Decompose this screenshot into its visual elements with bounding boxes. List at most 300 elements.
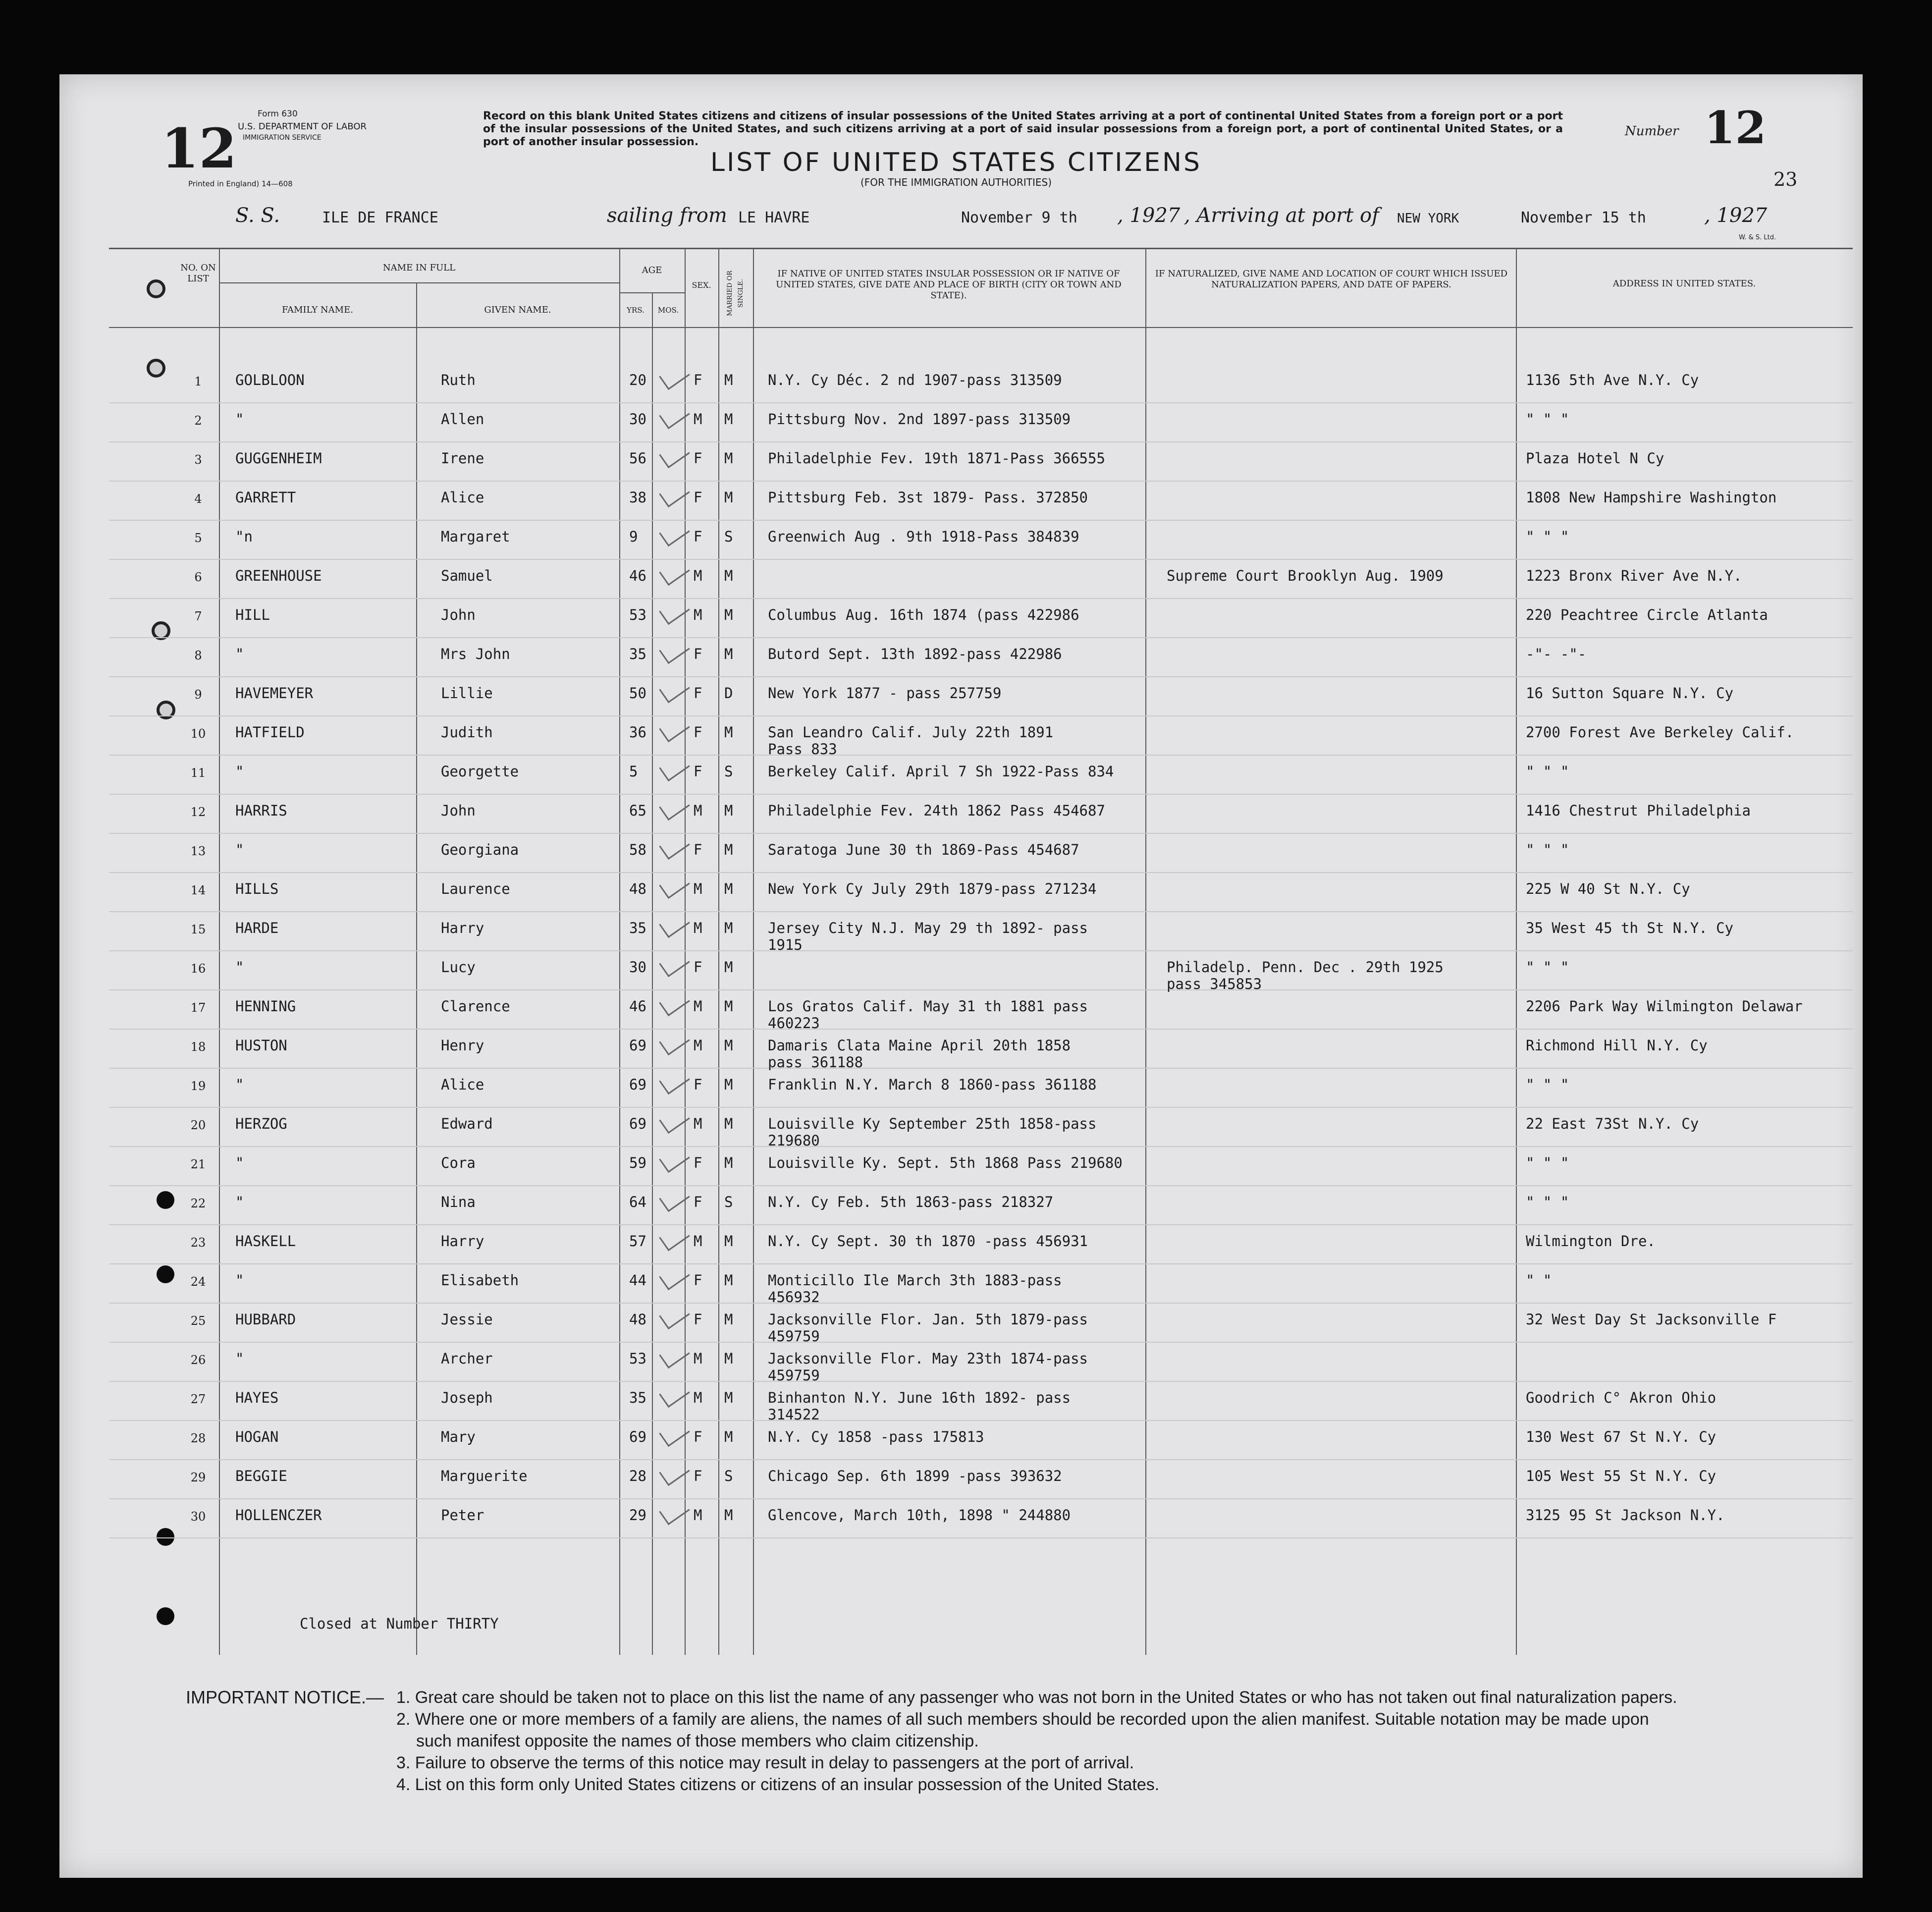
cell-family: HUSTON — [235, 1037, 287, 1054]
cell-sex: F — [694, 1428, 702, 1445]
row-rule — [109, 1224, 1853, 1225]
cell-birth-cont: 459759 — [768, 1328, 820, 1345]
cell-given: Alice — [441, 1076, 484, 1093]
punch-hole — [157, 1528, 174, 1546]
cell-age: 65 — [629, 802, 646, 819]
cell-addr: Richmond Hill N.Y. Cy — [1526, 1037, 1708, 1054]
row-rule — [109, 1029, 1853, 1030]
cell-sex: F — [694, 1076, 702, 1093]
cell-age: 53 — [629, 606, 646, 623]
cell-birth: Jacksonville Flor. May 23th 1874-pass — [768, 1350, 1088, 1367]
cell-ms: S — [724, 528, 733, 545]
cell-ms: M — [724, 920, 733, 936]
notice-label: IMPORTANT NOTICE.— — [186, 1687, 384, 1707]
cell-family: " — [235, 646, 244, 662]
cell-birth: N.Y. Cy 1858 -pass 175813 — [768, 1428, 984, 1445]
col-header-yrs: YRS. — [627, 306, 644, 315]
cell-ms: M — [724, 1076, 733, 1093]
col-header-naturalized: IF NATURALIZED, GIVE NAME AND LOCATION OF COURT WHICH ISSUED NATURALIZATION PAPERS, AND DATE OF PAPERS. — [1155, 269, 1508, 290]
row-rule — [109, 1459, 1853, 1460]
cell-family: " — [235, 1154, 244, 1171]
cell-sex: M — [694, 998, 702, 1015]
row-number: 19 — [190, 1079, 206, 1093]
cell-addr: 1223 Bronx River Ave N.Y. — [1526, 567, 1742, 584]
notice-item: 3. Failure to observe the terms of this notice may result in delay to passengers at the port of arrival. — [396, 1753, 1134, 1772]
cell-given: John — [441, 606, 476, 623]
departure-year: , 1927 — [1117, 204, 1181, 227]
cell-age: 69 — [629, 1037, 646, 1054]
notice-item: 2. Where one or more members of a family are aliens, the names of all such members should be recorded upon the alien manifest. Suitable notation may be made upon — [396, 1710, 1649, 1729]
cell-ms: M — [724, 372, 733, 388]
notice-items — [396, 1687, 1833, 1796]
cell-given: Henry — [441, 1037, 484, 1054]
cell-sex: M — [694, 1037, 702, 1054]
row-number: 23 — [190, 1236, 206, 1250]
col-header-mos: MOS. — [657, 306, 679, 315]
cell-addr: " " — [1526, 1272, 1552, 1289]
row-rule — [109, 1342, 1853, 1343]
row-rule — [109, 441, 1853, 442]
cell-addr: 32 West Day St Jacksonville F — [1526, 1311, 1777, 1328]
row-number: 28 — [190, 1431, 206, 1445]
cell-family: GARRETT — [235, 489, 296, 506]
cell-age: 36 — [629, 724, 646, 741]
cell-nat: Philadelp. Penn. Dec . 29th 1925 — [1167, 959, 1444, 976]
cell-birth: Greenwich Aug . 9th 1918-Pass 384839 — [768, 528, 1079, 545]
cell-birth: N.Y. Cy Sept. 30 th 1870 -pass 456931 — [768, 1233, 1088, 1250]
manifest-page — [59, 74, 1863, 1878]
row-rule — [109, 1498, 1853, 1499]
cell-family: HERZOG — [235, 1115, 287, 1132]
cell-given: Allen — [441, 411, 484, 428]
row-rule — [109, 833, 1853, 834]
cell-birth-cont: Pass 833 — [768, 741, 837, 758]
cell-sex: M — [694, 1115, 702, 1132]
cell-birth: Columbus Aug. 16th 1874 (pass 422986 — [768, 606, 1079, 623]
row-rule — [109, 1303, 1853, 1304]
column-rule — [718, 248, 719, 1655]
ss-label: S. S. — [235, 204, 280, 227]
cell-family: " — [235, 1076, 244, 1093]
cell-given: Samuel — [441, 567, 493, 584]
row-rule — [109, 1146, 1853, 1147]
cell-ms: M — [724, 567, 733, 584]
punch-hole — [157, 701, 175, 719]
cell-sex: F — [694, 841, 702, 858]
cell-ms: M — [724, 841, 733, 858]
cell-birth: San Leandro Calif. July 22th 1891 — [768, 724, 1054, 741]
cell-birth-cont: 1915 — [768, 936, 803, 953]
cell-given: Mary — [441, 1428, 476, 1445]
cell-ms: M — [724, 1154, 733, 1171]
row-rule — [109, 1420, 1853, 1421]
cell-ms: M — [724, 1350, 733, 1367]
row-rule — [109, 872, 1853, 873]
cell-given: Lucy — [441, 959, 476, 976]
cell-family: HOGAN — [235, 1428, 279, 1445]
cell-sex: F — [694, 685, 702, 702]
cell-addr: 2700 Forest Ave Berkeley Calif. — [1526, 724, 1794, 741]
cell-given: Clarence — [441, 998, 510, 1015]
cell-addr: " " " — [1526, 528, 1569, 545]
cell-family: "n — [235, 528, 253, 545]
cell-ms: M — [724, 1272, 733, 1289]
cell-sex: M — [694, 411, 702, 428]
cell-age: 69 — [629, 1428, 646, 1445]
row-number: 14 — [190, 883, 206, 897]
cell-family: HASKELL — [235, 1233, 296, 1250]
row-number: 20 — [190, 1118, 206, 1132]
cell-age: 46 — [629, 998, 646, 1015]
column-rule — [219, 248, 220, 1655]
cell-sex: M — [694, 1350, 702, 1367]
cell-given: Ruth — [441, 372, 476, 388]
number-label: Number — [1625, 124, 1679, 139]
cell-birth: Jacksonville Flor. Jan. 5th 1879-pass — [768, 1311, 1088, 1328]
cell-family: HOLLENCZER — [235, 1507, 322, 1524]
row-rule — [109, 1263, 1853, 1264]
cell-ms: M — [724, 1428, 733, 1445]
cell-age: 30 — [629, 411, 646, 428]
cell-age: 69 — [629, 1115, 646, 1132]
cell-given: Laurence — [441, 880, 510, 897]
cell-addr: 105 West 55 St N.Y. Cy — [1526, 1468, 1717, 1484]
cell-family: " — [235, 763, 244, 780]
row-number: 16 — [190, 962, 206, 976]
page-number-left: 12 — [161, 116, 237, 180]
row-rule — [109, 950, 1853, 951]
sailing-label: sailing from — [607, 204, 727, 227]
row-number: 17 — [190, 1001, 206, 1015]
row-number: 24 — [190, 1275, 206, 1289]
row-number: 18 — [190, 1040, 206, 1054]
cell-sex: F — [694, 450, 702, 467]
column-rule — [1145, 248, 1146, 1655]
row-rule — [109, 911, 1853, 912]
cell-birth-cont: 314522 — [768, 1406, 820, 1423]
cell-given: John — [441, 802, 476, 819]
cell-given: Jessie — [441, 1311, 493, 1328]
arrival-year: , 1927 — [1704, 204, 1768, 227]
cell-sex: M — [694, 567, 702, 584]
table-top-rule — [109, 248, 1853, 249]
row-number: 15 — [190, 923, 206, 936]
row-number: 12 — [190, 805, 206, 819]
cell-birth-cont: 219680 — [768, 1132, 820, 1149]
cell-age: 46 — [629, 567, 646, 584]
row-rule — [109, 1107, 1853, 1108]
cell-family: HAVEMEYER — [235, 685, 314, 702]
cell-addr: 225 W 40 St N.Y. Cy — [1526, 880, 1690, 897]
cell-sex: M — [694, 1389, 702, 1406]
row-rule — [109, 1381, 1853, 1382]
cell-addr: 1808 New Hampshire Washington — [1526, 489, 1777, 506]
cell-given: Elisabeth — [441, 1272, 519, 1289]
cell-ms: M — [724, 998, 733, 1015]
cell-given: Lillie — [441, 685, 493, 702]
row-rule — [109, 676, 1853, 677]
cell-birth-cont: pass 361188 — [768, 1054, 863, 1071]
row-number: 2 — [194, 414, 202, 428]
cell-birth: Louisville Ky. Sept. 5th 1868 Pass 219680 — [768, 1154, 1123, 1171]
column-rule — [1516, 248, 1517, 1655]
cell-given: Harry — [441, 920, 484, 936]
col-header-name: NAME IN FULL — [382, 263, 456, 273]
cell-family: HUBBARD — [235, 1311, 296, 1328]
cell-family: " — [235, 1194, 244, 1210]
cell-age: 35 — [629, 646, 646, 662]
cell-addr: 3125 95 St Jackson N.Y. — [1526, 1507, 1725, 1524]
departure-date: November 9 th — [961, 209, 1077, 226]
cell-sex: F — [694, 489, 702, 506]
cell-given: Edward — [441, 1115, 493, 1132]
cell-birth: Binhanton N.Y. June 16th 1892- pass — [768, 1389, 1071, 1406]
row-rule — [109, 402, 1853, 403]
cell-sex: M — [694, 880, 702, 897]
column-rule — [753, 248, 754, 1655]
cell-sex: F — [694, 528, 702, 545]
cell-family: HARRIS — [235, 802, 287, 819]
cell-birth: Monticillo Ile March 3th 1883-pass — [768, 1272, 1062, 1289]
row-number: 11 — [190, 766, 206, 780]
row-number: 8 — [194, 649, 202, 662]
row-number: 3 — [194, 453, 202, 467]
cell-addr: 1136 5th Ave N.Y. Cy — [1526, 372, 1699, 388]
arrival-date: November 15 th — [1521, 209, 1646, 226]
cell-age: 48 — [629, 1311, 646, 1328]
cell-age: 35 — [629, 920, 646, 936]
notice-item: such manifest opposite the names of those members who claim citizenship. — [416, 1732, 979, 1750]
cell-ms: M — [724, 880, 733, 897]
cell-birth-cont: 460223 — [768, 1015, 820, 1032]
cell-addr: 2206 Park Way Wilmington Delawar — [1526, 998, 1803, 1015]
punch-hole — [157, 1265, 174, 1283]
header-bottom-rule — [109, 327, 1853, 328]
cell-age: 30 — [629, 959, 646, 976]
cell-birth: Louisville Ky September 25th 1858-pass — [768, 1115, 1097, 1132]
row-number: 7 — [194, 609, 202, 623]
row-number: 10 — [190, 727, 206, 741]
cell-sex: F — [694, 724, 702, 741]
cell-sex: M — [694, 802, 702, 819]
col-header-age: AGE — [642, 265, 662, 275]
col-header-sex: SEX. — [692, 280, 711, 290]
page-subtitle: (FOR THE IMMIGRATION AUTHORITIES) — [860, 176, 1052, 188]
cell-birth-cont: 456932 — [768, 1289, 820, 1306]
row-number: 1 — [194, 375, 202, 388]
cell-age: 53 — [629, 1350, 646, 1367]
cell-birth: Jersey City N.J. May 29 th 1892- pass — [768, 920, 1088, 936]
column-rule — [652, 292, 653, 1655]
cell-addr: 1416 Chestrut Philadelphia — [1526, 802, 1751, 819]
cell-given: Archer — [441, 1350, 493, 1367]
cell-sex: F — [694, 646, 702, 662]
cell-sex: F — [694, 372, 702, 388]
cell-age: 48 — [629, 880, 646, 897]
col-header-address: ADDRESS IN UNITED STATES. — [1612, 278, 1756, 289]
instruction-text: Record on this blank United States citizens and citizens of insular possessions of the United States arriving at a port of continental United States from a foreign port or a port of the insular possessions of the United States, and such citizens arriving at a port of said insular possessions from a foreign port, a port of continental United States, or a port of another insular possession. — [483, 110, 1563, 148]
cell-family: HAYES — [235, 1389, 279, 1406]
cell-age: 28 — [629, 1468, 646, 1484]
cell-ms: M — [724, 646, 733, 662]
cell-ms: M — [724, 724, 733, 741]
cell-birth: Philadelphie Fev. 24th 1862 Pass 454687 — [768, 802, 1105, 819]
cell-given: Georgiana — [441, 841, 519, 858]
row-rule — [109, 755, 1853, 756]
cell-family: HILLS — [235, 880, 279, 897]
cell-ms: M — [724, 802, 733, 819]
cell-family: GOLBLOON — [235, 372, 305, 388]
cell-birth: Los Gratos Calif. May 31 th 1881 pass — [768, 998, 1088, 1015]
cell-nat-cont: pass 345853 — [1167, 976, 1262, 992]
cell-age: 50 — [629, 685, 646, 702]
row-rule — [109, 1185, 1853, 1186]
cell-sex: M — [694, 920, 702, 936]
notice-item: 4. List on this form only United States citizens or citizens of an insular possession of the United States. — [396, 1775, 1160, 1794]
cell-ms: M — [724, 1115, 733, 1132]
cell-birth: Chicago Sep. 6th 1899 -pass 393632 — [768, 1468, 1062, 1484]
column-rule — [619, 248, 620, 1655]
cell-addr: " " " — [1526, 841, 1569, 858]
cell-given: Alice — [441, 489, 484, 506]
cell-ms: M — [724, 1507, 733, 1524]
cell-family: BEGGIE — [235, 1468, 287, 1484]
cell-birth: Berkeley Calif. April 7 Sh 1922-Pass 834 — [768, 763, 1114, 780]
number-value: 12 — [1704, 102, 1767, 154]
cell-birth: New York Cy July 29th 1879-pass 271234 — [768, 880, 1097, 897]
cell-age: 59 — [629, 1154, 646, 1171]
cell-age: 44 — [629, 1272, 646, 1289]
cell-birth: Saratoga June 30 th 1869-Pass 454687 — [768, 841, 1079, 858]
cell-sex: F — [694, 959, 702, 976]
cell-given: Marguerite — [441, 1468, 528, 1484]
row-rule — [109, 637, 1853, 638]
page-title: LIST OF UNITED STATES CITIZENS — [710, 148, 1202, 177]
row-number: 30 — [190, 1510, 206, 1524]
cell-given: Judith — [441, 724, 493, 741]
page-number-right: 23 — [1773, 168, 1798, 190]
cell-ms: M — [724, 606, 733, 623]
punch-hole — [157, 1607, 174, 1625]
form-number: Form 630 — [258, 109, 298, 119]
cell-birth: Philadelphie Fev. 19th 1871-Pass 366555 — [768, 450, 1105, 467]
cell-sex: F — [694, 1311, 702, 1328]
punch-hole — [147, 359, 165, 378]
cell-birth: Pittsburg Feb. 3st 1879- Pass. 372850 — [768, 489, 1088, 506]
cell-family: HARDE — [235, 920, 279, 936]
cell-birth: Damaris Clata Maine April 20th 1858 — [768, 1037, 1071, 1054]
row-number: 22 — [190, 1197, 206, 1210]
cell-ms: M — [724, 959, 733, 976]
cell-ms: D — [724, 685, 733, 702]
cell-age: 29 — [629, 1507, 646, 1524]
cell-family: " — [235, 841, 244, 858]
cell-ms: M — [724, 1233, 733, 1250]
cell-sex: F — [694, 1194, 702, 1210]
cell-age: 38 — [629, 489, 646, 506]
column-rule — [685, 248, 686, 1655]
cell-birth: Franklin N.Y. March 8 1860-pass 361188 — [768, 1076, 1097, 1093]
department: U.S. DEPARTMENT OF LABOR — [238, 121, 367, 132]
cell-addr: 130 West 67 St N.Y. Cy — [1526, 1428, 1717, 1445]
cell-age: 58 — [629, 841, 646, 858]
service: IMMIGRATION SERVICE — [243, 134, 322, 142]
cell-birth: New York 1877 - pass 257759 — [768, 685, 1002, 702]
cell-addr: " " " — [1526, 1076, 1569, 1093]
printed-note: Printed in England) 14—608 — [188, 179, 293, 188]
cell-addr: 35 West 45 th St N.Y. Cy — [1526, 920, 1734, 936]
cell-given: Margaret — [441, 528, 510, 545]
row-rule — [109, 559, 1853, 560]
ship-name: ILE DE FRANCE — [322, 209, 438, 226]
row-number: 26 — [190, 1353, 206, 1367]
cell-age: 9 — [629, 528, 638, 545]
cell-addr: Wilmington Dre. — [1526, 1233, 1656, 1250]
cell-age: 20 — [629, 372, 646, 388]
cell-given: Cora — [441, 1154, 476, 1171]
cell-sex: F — [694, 763, 702, 780]
cell-ms: M — [724, 489, 733, 506]
cell-age: 69 — [629, 1076, 646, 1093]
cell-given: Nina — [441, 1194, 476, 1210]
cell-given: Mrs John — [441, 646, 510, 662]
row-number: 6 — [194, 570, 202, 584]
cell-family: HILL — [235, 606, 270, 623]
cell-given: Peter — [441, 1507, 484, 1524]
column-rule — [416, 282, 417, 1655]
notice-item: 1. Great care should be taken not to place on this list the name of any passenger who was not born in the United States or who has not taken out final naturalization papers. — [396, 1688, 1677, 1707]
row-rule — [109, 598, 1853, 599]
cell-birth: N.Y. Cy Déc. 2 nd 1907-pass 313509 — [768, 372, 1062, 388]
cell-sex: M — [694, 1507, 702, 1524]
cell-sex: F — [694, 1154, 702, 1171]
cell-addr: " " " — [1526, 1194, 1569, 1210]
cell-ms: S — [724, 1468, 733, 1484]
cell-family: " — [235, 959, 244, 976]
cell-birth: N.Y. Cy Feb. 5th 1863-pass 218327 — [768, 1194, 1054, 1210]
cell-addr: " " " — [1526, 411, 1569, 428]
cell-age: 64 — [629, 1194, 646, 1210]
cell-sex: M — [694, 1233, 702, 1250]
cell-given: Irene — [441, 450, 484, 467]
cell-addr: " " " — [1526, 1154, 1569, 1171]
cell-family: " — [235, 411, 244, 428]
cell-nat: Supreme Court Brooklyn Aug. 1909 — [1167, 567, 1444, 584]
row-number: 5 — [194, 531, 202, 545]
arriving-label: , Arriving at port of — [1184, 204, 1379, 227]
row-number: 25 — [190, 1314, 206, 1328]
row-number: 13 — [190, 844, 206, 858]
cell-addr: " " " — [1526, 959, 1569, 976]
row-number: 9 — [194, 688, 202, 702]
name-header-rule — [219, 282, 619, 283]
row-rule — [109, 481, 1853, 482]
row-number: 27 — [190, 1392, 206, 1406]
cell-given: Joseph — [441, 1389, 493, 1406]
cell-birth: Pittsburg Nov. 2nd 1897-pass 313509 — [768, 411, 1071, 428]
cell-ms: M — [724, 450, 733, 467]
cell-ms: S — [724, 1194, 733, 1210]
row-rule — [109, 715, 1853, 716]
cell-birth: Glencove, March 10th, 1898 " 244880 — [768, 1507, 1071, 1524]
row-number: 4 — [194, 492, 202, 506]
printer-mark: W. & S. Ltd. — [1739, 234, 1776, 241]
col-header-married: MARRIED OR SINGLE. — [726, 271, 745, 316]
cell-ms: M — [724, 1311, 733, 1328]
cell-family: GREENHOUSE — [235, 567, 322, 584]
cell-ms: S — [724, 763, 733, 780]
cell-ms: M — [724, 1389, 733, 1406]
